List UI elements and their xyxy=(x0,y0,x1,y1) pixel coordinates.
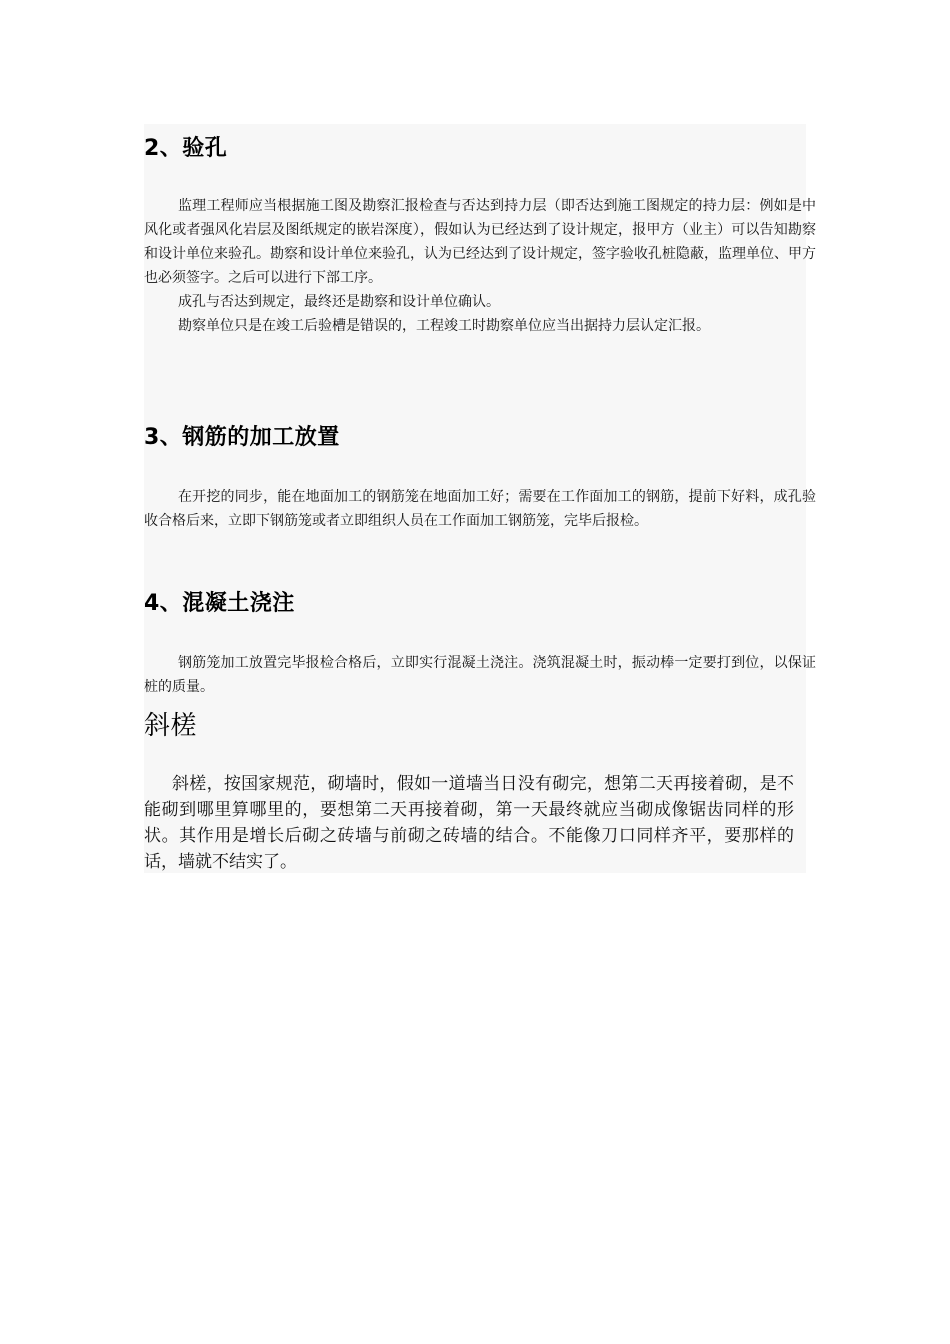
section-heading: 4、混凝土浇注 xyxy=(144,591,295,616)
section-concrete xyxy=(144,589,816,699)
paragraph: 钢筋笼加工放置完毕报检合格后，立即实行混凝土浇注。浇筑混凝土时，振动棒一定要打到位，以保证桩的质量。 xyxy=(144,655,816,695)
section-heading: 3、钢筋的加工放置 xyxy=(144,425,340,450)
section-rebar xyxy=(144,423,816,533)
section-xiecha xyxy=(144,710,816,875)
paragraph: 勘察单位只是在竣工后验槽是错误的，工程竣工时勘察单位应当出据持力层认定汇报。 xyxy=(178,318,710,334)
paragraph: 成孔与否达到规定，最终还是勘察和设计单位确认。 xyxy=(178,294,500,310)
paragraph: 监理工程师应当根据施工图及勘察汇报检查与否达到持力层（即否达到施工图规定的持力层：例如是中风化或者强风化岩层及图纸规定的嵌岩深度），假如认为已经达到了设计规定，报甲方（业主）可以告知勘察和设计单位来验孔。勘察和设计单位来验孔，认为已经达到了设计规定，签字验收孔桩隐蔽，监理单位、甲方也必须签字。之后可以进行下部工序。 xyxy=(144,198,816,286)
section-yankong xyxy=(144,134,816,338)
paragraph: 斜槎，按国家规范，砌墙时，假如一道墙当日没有砌完，想第二天再接着砌，是不能砌到哪里算哪里的，要想第二天再接着砌，第一天最终就应当砌成像锯齿同样的形状。其作用是增长后砌之砖墙与前砌之砖墙的结合。不能像刀口同样齐平，要那样的话，墙就不结实了。 xyxy=(144,774,794,872)
document-content xyxy=(144,124,816,873)
paragraph: 在开挖的同步，能在地面加工的钢筋笼在地面加工好；需要在工作面加工的钢筋，提前下好料，成孔验收合格后来，立即下钢筋笼或者立即组织人员在工作面加工钢筋笼，完毕后报检。 xyxy=(144,489,816,529)
section-heading: 斜槎 xyxy=(144,711,198,741)
section-heading: 2、验孔 xyxy=(144,136,228,161)
